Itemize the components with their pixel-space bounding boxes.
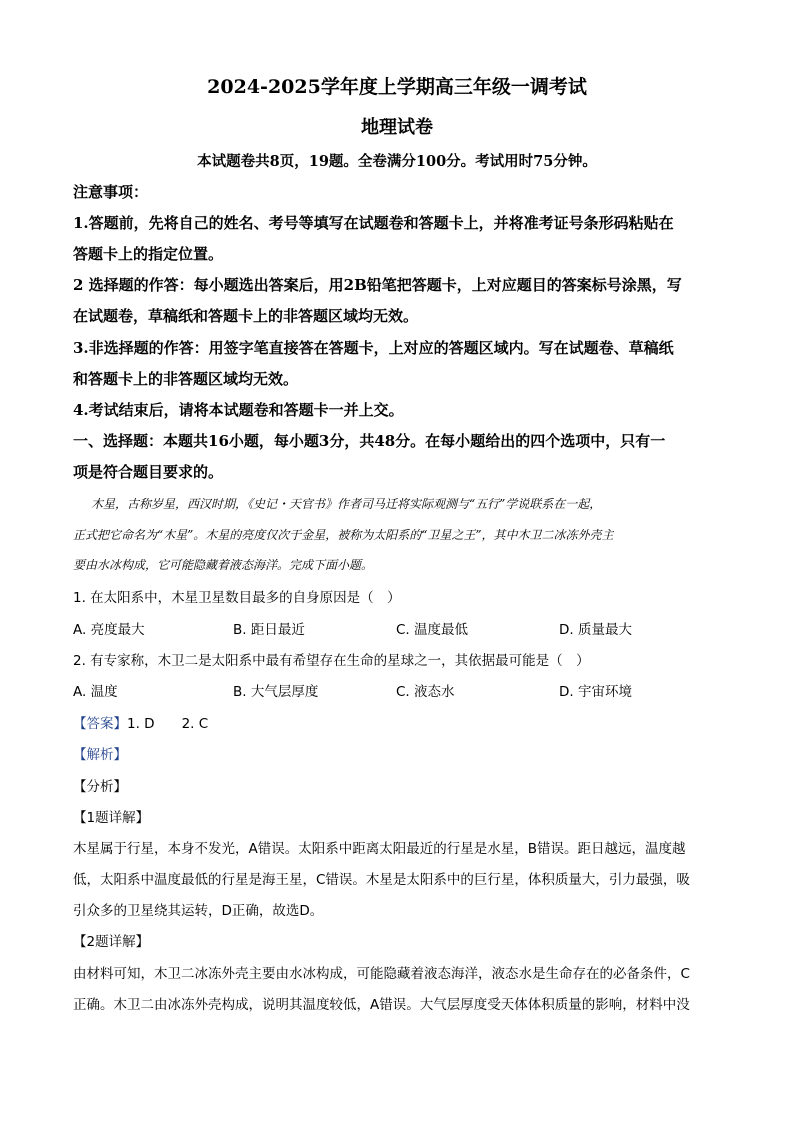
note-line: 4.考试结束后，请将本试题卷和答题卡一并上交。 xyxy=(73,401,404,419)
option-c: C. 液态水 xyxy=(396,684,455,700)
question-2-options xyxy=(73,680,723,700)
note-line: 在试题卷，草稿纸和答题卡上的非答题区域均无效。 xyxy=(73,307,419,325)
analysis-label: 【解析】 xyxy=(73,747,127,763)
answer-label: 【答案】 xyxy=(73,716,127,732)
option-c: C. 温度最低 xyxy=(396,622,469,638)
material-line: 木星，古称岁星，西汉时期，《史记・天官书》作者司马迁将实际观测与“五行”学说联系在一起， xyxy=(91,497,602,511)
note-line: 1.答题前，先将自己的姓名、考号等填写在试题卷和答题卡上，并将准考证号条形码粘贴在 xyxy=(73,214,674,232)
option-a: A. 亮度最大 xyxy=(73,622,145,638)
question-1-stem: 1. 在太阳系中，木星卫星数目最多的自身原因是（ ） xyxy=(73,590,401,606)
option-b: B. 大气层厚度 xyxy=(233,684,319,700)
note-line: 答题卡上的指定位置。 xyxy=(73,245,224,263)
note-line: 3.非选择题的作答：用签字笔直接答在答题卡，上对应的答题区域内。写在试题卷、草稿纸 xyxy=(73,339,674,357)
q1-detail-line: 低，太阳系中温度最低的行星是海王星，C错误。木星是太阳系中的巨行星，体积质量大，引力最强，吸 xyxy=(73,872,690,888)
section-heading-line: 一、选择题：本题共16小题，每小题3分，共48分。在每小题给出的四个选项中，只有一 xyxy=(73,432,666,450)
question-2-stem: 2. 有专家称，木卫二是太阳系中最有希望存在生命的星球之一，其依据最可能是（ ） xyxy=(73,653,590,669)
answer-line xyxy=(73,712,723,732)
exam-info: 本试题卷共8页，19题。全卷满分100分。考试用时75分钟。 xyxy=(197,153,597,170)
q1-detail-line: 木星属于行星，本身不发光，A错误。太阳系中距离太阳最近的行星是水星，B错误。距日越远，温度越 xyxy=(73,841,686,857)
q1-detail-line: 引众多的卫星绕其运转，D正确，故选D。 xyxy=(73,903,324,919)
option-d: D. 宇宙环境 xyxy=(559,684,632,700)
note-line: 和答题卡上的非答题区域均无效。 xyxy=(73,370,299,388)
q2-detail-line: 正确。木卫二由冰冻外壳构成，说明其温度较低，A错误。大气层厚度受天体体积质量的影响，材料中没 xyxy=(73,997,690,1013)
section-heading-line: 项是符合题目要求的。 xyxy=(73,463,224,481)
question-1-options xyxy=(73,618,723,638)
option-a: A. 温度 xyxy=(73,684,118,700)
answer-text: 1. D 2. C xyxy=(127,716,209,732)
option-b: B. 距日最近 xyxy=(233,622,305,638)
option-d: D. 质量最大 xyxy=(559,622,632,638)
note-line: 2 选择题的作答：每小题选出答案后，用2B铅笔把答题卡，上对应题目的答案标号涂黑，写 xyxy=(73,276,682,294)
q2-detail-heading: 【2题详解】 xyxy=(73,934,150,950)
notes-heading: 注意事项： xyxy=(73,183,149,201)
fenxi-label: 【分析】 xyxy=(73,779,127,795)
q2-detail-line: 由材料可知，木卫二冰冻外壳主要由水冰构成，可能隐藏着液态海洋，液态水是生命存在的必备条件，C xyxy=(73,966,690,982)
q1-detail-heading: 【1题详解】 xyxy=(73,810,150,826)
subject-title: 地理试卷 xyxy=(361,117,433,138)
material-line: 正式把它命名为“木星”。木星的亮度仅次于金星，被称为太阳系的“卫星之王”，其中木卫二冰冻外壳主 xyxy=(73,528,614,542)
material-line: 要由水冰构成，它可能隐藏着液态海洋。完成下面小题。 xyxy=(73,558,374,572)
exam-title: 2024-2025学年度上学期高三年级一调考试 xyxy=(207,76,587,98)
